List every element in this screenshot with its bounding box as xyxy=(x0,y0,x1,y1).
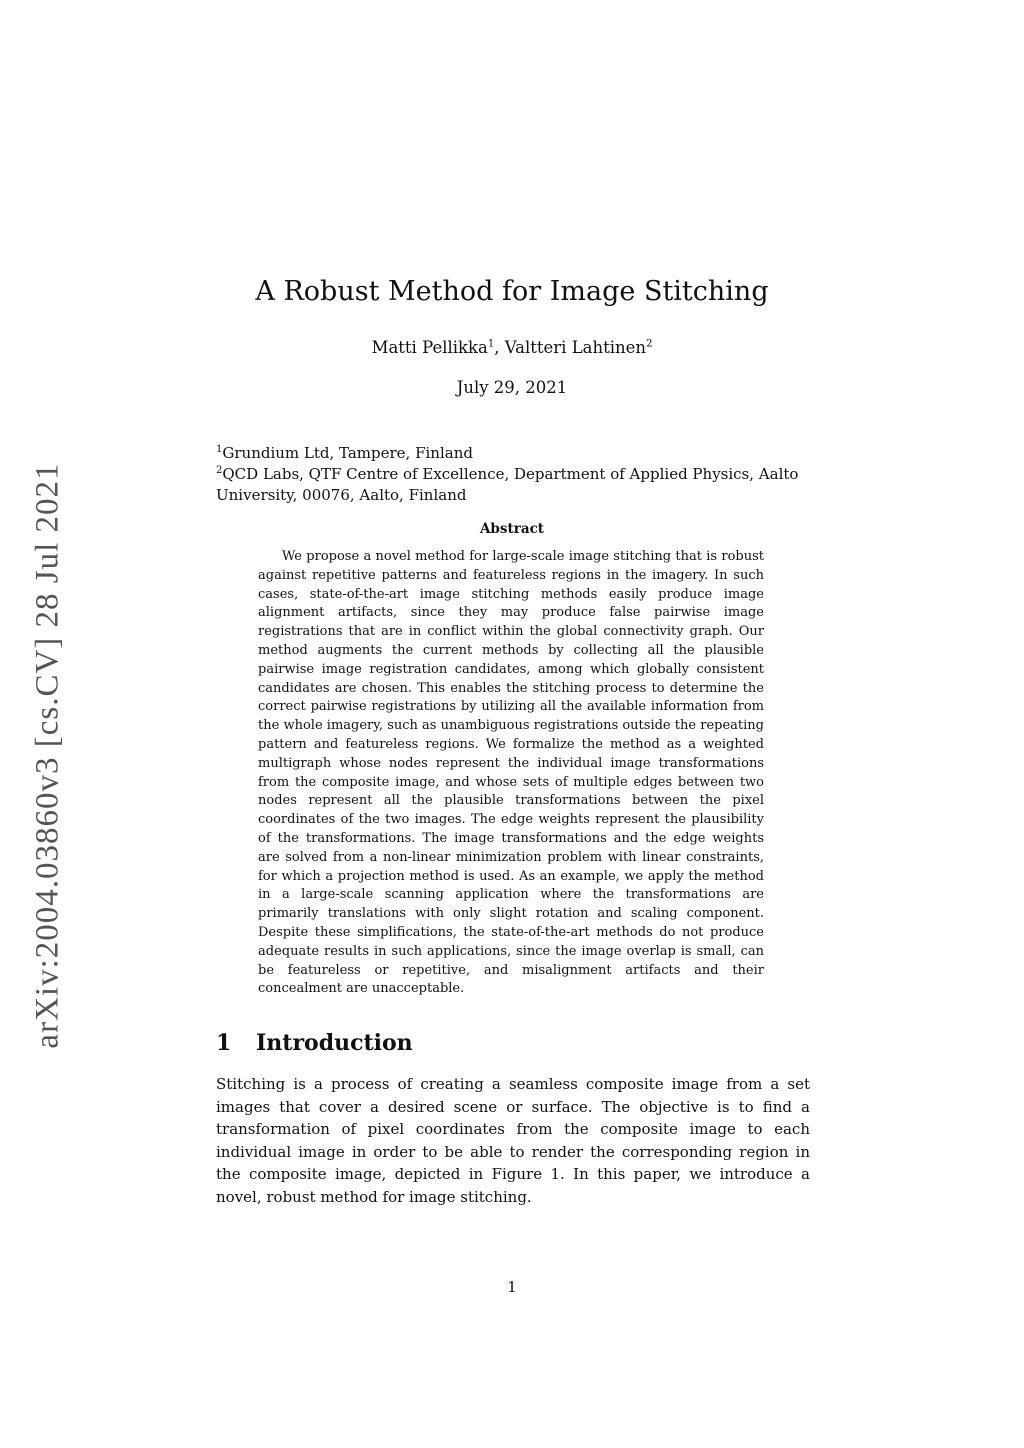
paper-title: A Robust Method for Image Stitching xyxy=(255,276,769,307)
author-affiliation-mark: 2 xyxy=(646,338,653,350)
author-name: Matti Pellikka xyxy=(371,338,488,357)
author-separator: , xyxy=(494,338,505,357)
affiliation-item xyxy=(216,443,810,464)
paper-date: July 29, 2021 xyxy=(456,378,568,397)
page-number: 1 xyxy=(507,1278,517,1296)
affiliation-mark: 1 xyxy=(216,444,223,455)
author-list xyxy=(0,338,1024,357)
section-title: Introduction xyxy=(256,1030,413,1056)
author-name: Valtteri Lahtinen xyxy=(504,338,647,357)
abstract-body: We propose a novel method for large-scale image stitching that is robust against repetitive patterns and featureless regions in the imagery. In such cases, state-of-the-art image stitching methods easily produce image alignment artifacts, since they may produce false pairwise image registrations that are in conflict within the global connectivity graph. Our method augments the current methods by collecting all the plausible pairwise image registration candidates, among which globally consistent candidates are chosen. This enables the stitching process to determine the correct pairwise registrations by utilizing all the available information from the whole imagery, such as unambiguous registrations outside the repeating pattern and featureless regions. We formalize the method as a weighted multigraph whose nodes represent the individual image transformations from the composite image, and whose sets of multiple edges between two nodes represent all the plausible transformations between the pixel coordinates of the two images. The edge weights represent the plausibility of the transformations. The image transformations and the edge weights are solved from a non-linear minimization problem with linear constraints, for which a projection method is used. As an example, we apply the method in a large-scale scanning application where the transformations are primarily translations with only slight rotation and scaling component. Despite these simplifications, the state-of-the-art methods do not produce adequate results in such applications, since the image overlap is small, can be featureless or repetitive, and misalignment artifacts and their concealment are unacceptable. xyxy=(258,549,764,997)
introduction-paragraph: Stitching is a process of creating a seamless composite image from a set images that cover a desired scene or surface. The objective is to find a transformation of pixel coordinates from the composite image to each individual image in order to be able to render the corresponding region in the composite image, depicted in Figure 1. In this paper, we introduce a novel, robust method for image stitching. xyxy=(216,1075,810,1206)
abstract-heading: Abstract xyxy=(479,521,545,537)
author-affiliation-mark: 1 xyxy=(487,338,495,350)
section-heading xyxy=(216,1030,413,1056)
affiliation-list xyxy=(216,443,810,506)
affiliation-mark: 2 xyxy=(216,465,223,476)
affiliation-text: Grundium Ltd, Tampere, Finland xyxy=(222,444,473,462)
section-number: 1 xyxy=(216,1030,232,1056)
arxiv-identifier: arXiv:2004.03860v3 [cs.CV] 28 Jul 2021 xyxy=(29,461,66,1049)
affiliation-text: QCD Labs, QTF Centre of Excellence, Department of Applied Physics, Aalto University, 00076, Aalto, Finland xyxy=(216,465,799,504)
arxiv-identifier-sidebar xyxy=(24,460,72,1050)
affiliation-item xyxy=(216,464,810,506)
